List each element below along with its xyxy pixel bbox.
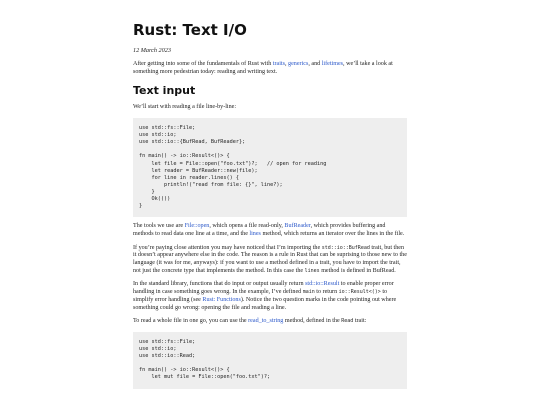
code-line: use std::io; [139,346,177,353]
code-line: Ok(()) [139,196,171,203]
code-line: fn main() -> io::Result<()> { [139,367,230,374]
inline-code: io::Result<()> [338,289,381,296]
link-file-open[interactable]: File::open [184,223,210,230]
code-line: fn main() -> io::Result<()> { [139,153,230,160]
tools-paragraph: The tools we use are File::open, which opens a file read-only, BufReader, which provides buffering and methods to read data one line at a time, and the lines method, which returns an iterator over the lines in the file. [133,223,405,237]
link-lifetimes[interactable]: lifetimes [321,61,344,67]
link-io-result[interactable]: std::io::Result [305,281,340,288]
code-line: let mut file = File::open("foo.txt")?; [139,374,271,381]
code-line: for line in reader.lines() { [139,174,239,181]
code-line: } [139,203,143,210]
page-title: Rust: Text I/O [133,21,247,39]
link-traits[interactable]: traits [272,61,285,67]
link-bufreader[interactable]: BufReader [284,223,311,230]
link-lines[interactable]: lines [249,230,261,237]
code-line: let reader = BufReader::new(file); [139,167,258,174]
code-line: let file = File::open("foo.txt")?; // open for reading [139,160,327,167]
code-line: use std::fs::File; [139,338,196,345]
code-line: } [139,188,155,195]
code-line [139,360,401,367]
inline-code: Read [341,318,354,325]
inline-code: lines [304,267,320,274]
stdlib-paragraph: In the standard library, functions that do input or output usually return std::io::Result to enable proper error handling in case something goes wrong. In the example, I’ve defined main to return io::Result<()> to simplify error handling (see Rust: Functions). Notice the two question marks in the code pointing out where something could go wrong: opening the file and reading a line. [133,281,397,311]
code-block-read-lines [133,118,407,217]
link-read-to-string[interactable]: read_to_string [248,318,284,325]
line-by-line-paragraph: We’ll start with reading a file line-by-line: [133,104,237,111]
attention-paragraph: If you’re paying close attention you may have noticed that I’m importing the std::io::BufRead trait, but then it doesn’t appear anywhere else in the code. The reason is a rule in Rust that can be suprising to those new to the language (it was for me, anyways): if you want to use a method defined in a trait, you have to import the trait, not just the concrete type that implements the method. In this case the lines method is defined in BufRead. [133,244,407,274]
intro-paragraph: After getting into some of the fundamentals of Rust with traits, generics, and lifetimes, we’ll take a look at something more pedestrian today: reading and writing text. [133,61,393,75]
code-line: use std::io::{BufRead, BufReader}; [139,139,246,146]
article [133,0,407,389]
code-line: use std::io::Read; [139,353,196,360]
whole-file-paragraph: To read a whole file in one go, you can use the read_to_string method, defined in the Read trait: [133,318,367,325]
inline-code: main [302,289,315,296]
link-rust-functions[interactable]: Rust: Functions [202,296,241,303]
code-line: use std::io; [139,132,177,139]
code-line: println!("read from file: {}", line?); [139,181,283,188]
code-line [139,146,401,153]
post-date: 12 March 2023 [133,47,171,54]
section-heading-text-input: Text input [133,84,196,98]
code-line: use std::fs::File; [139,125,196,132]
code-block-read-to-string [133,332,407,389]
inline-code: std::io::BufRead [321,244,370,251]
link-generics[interactable]: generics [288,61,309,67]
